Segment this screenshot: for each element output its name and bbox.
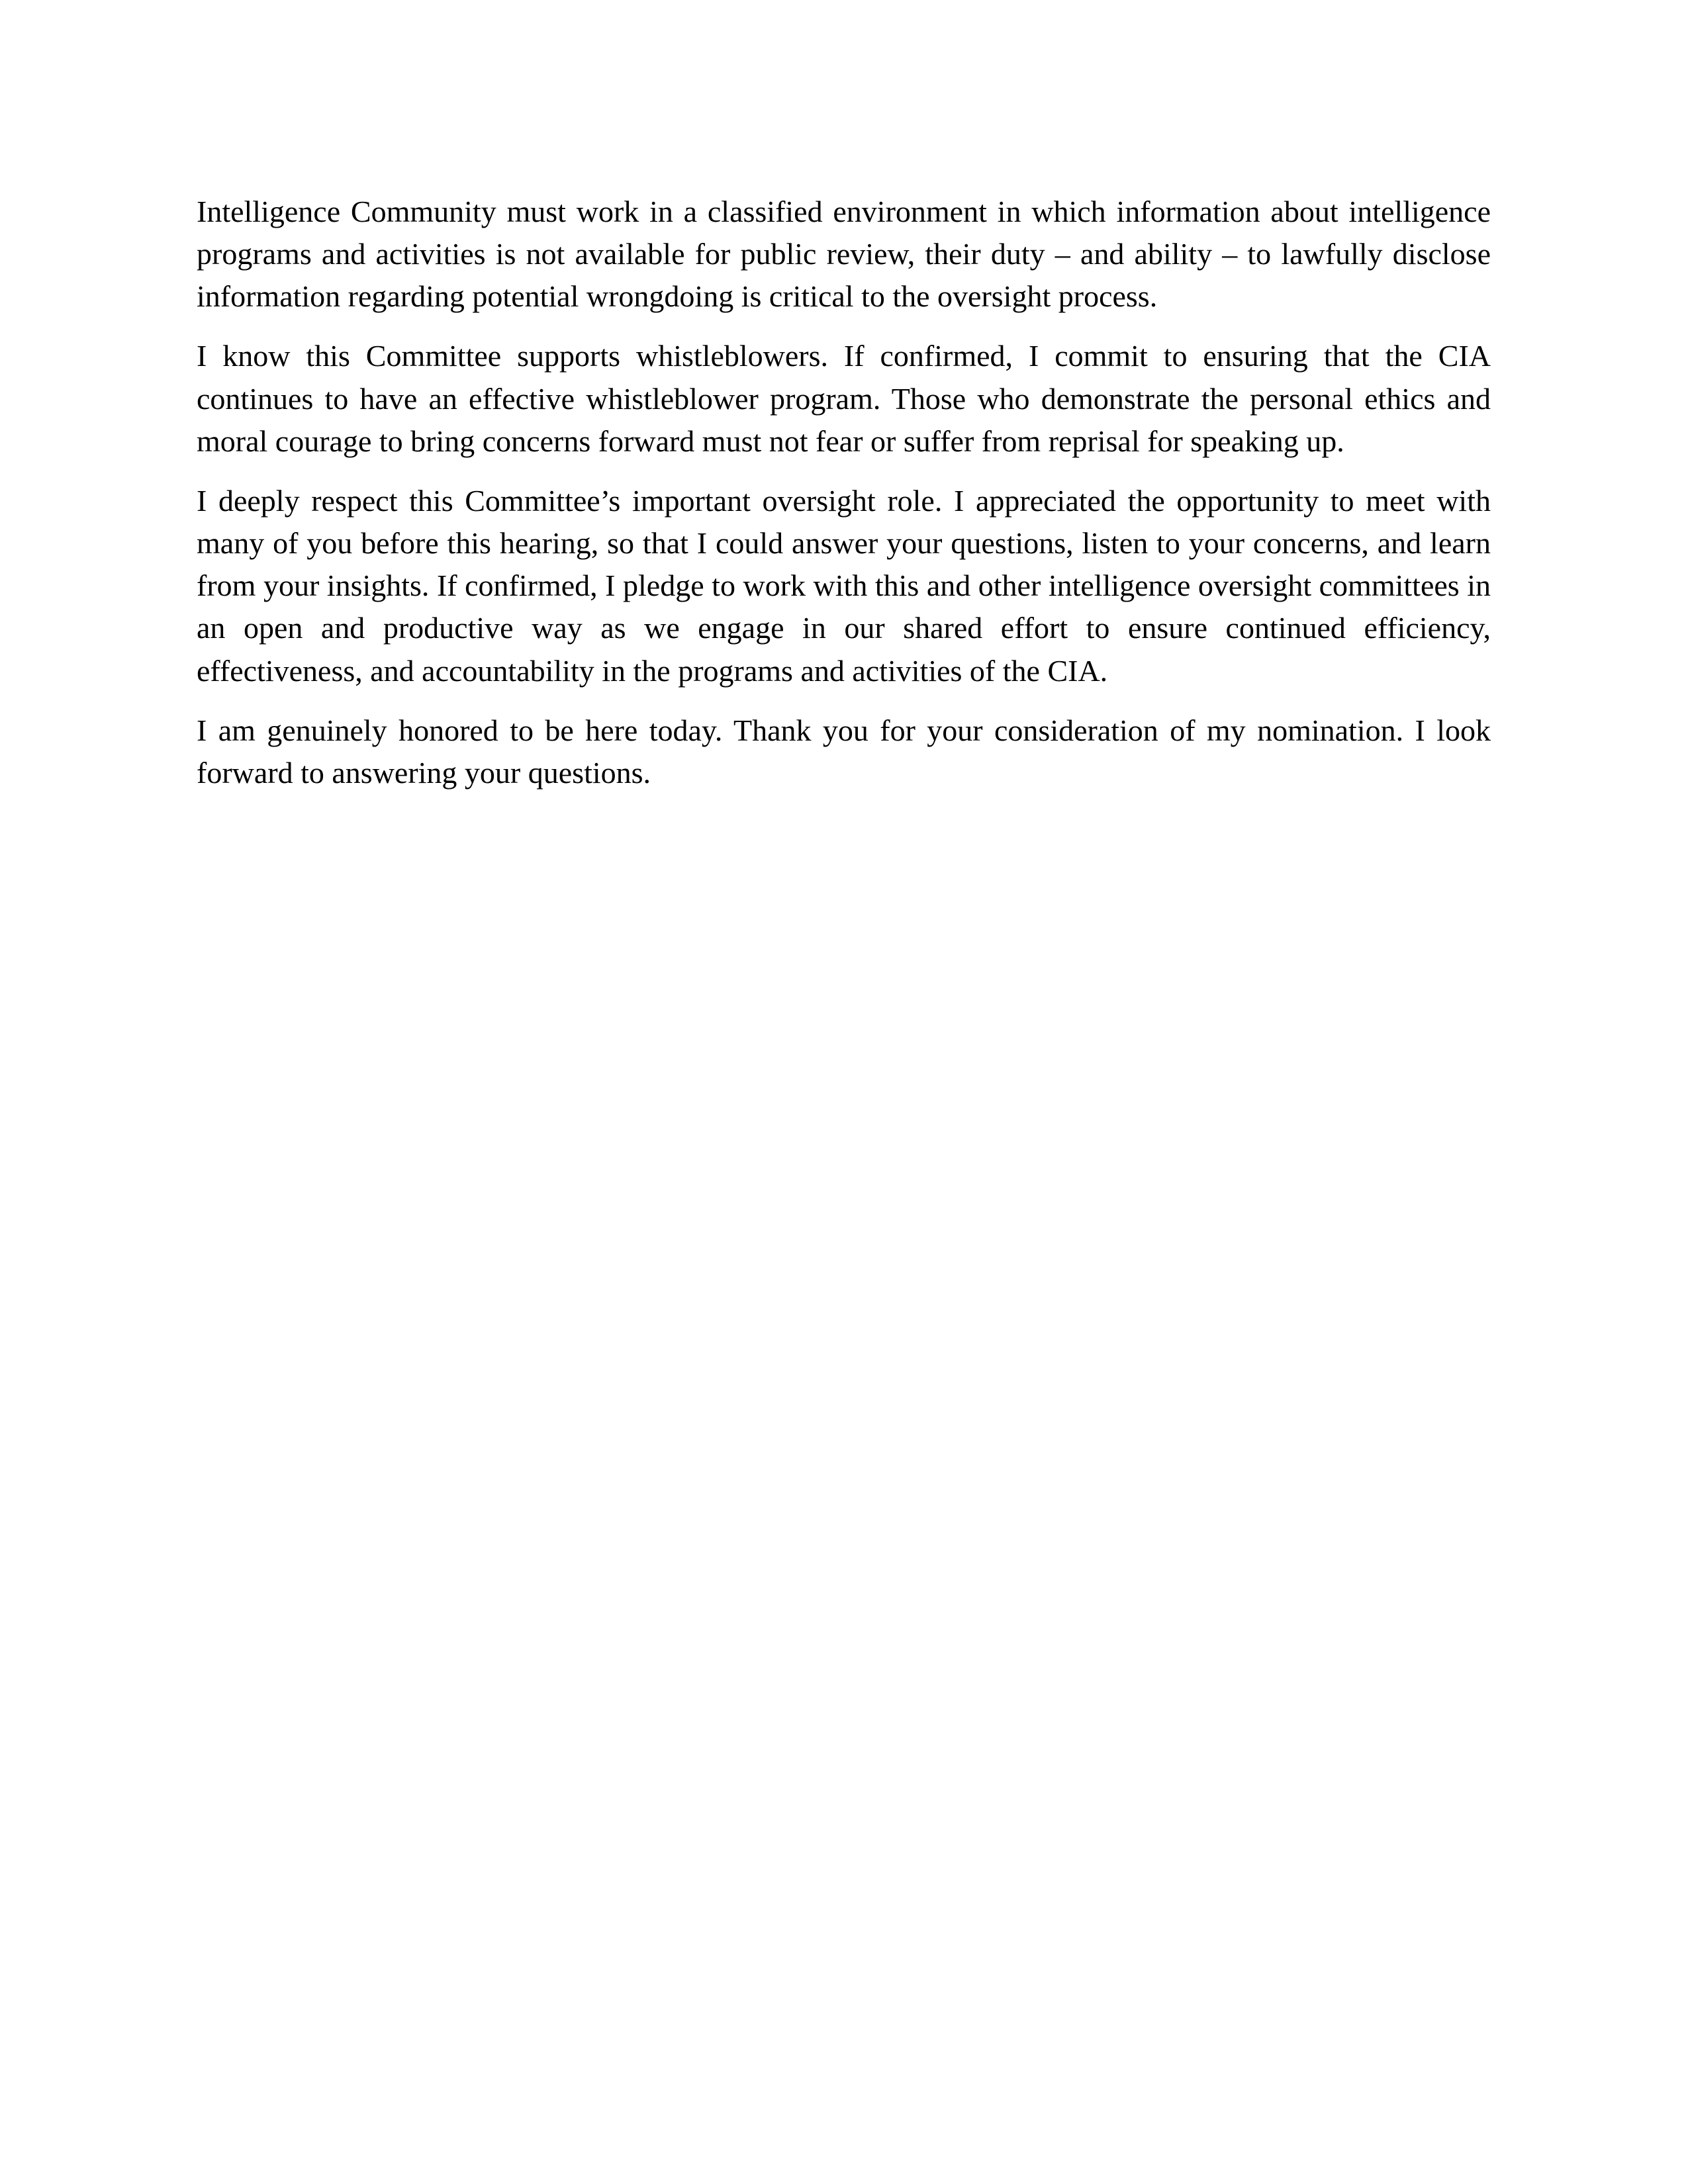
paragraph-4: I am genuinely honored to be here today. Thank you for your consideration of my nomination. I look forward to answering your questions. bbox=[197, 713, 1491, 790]
document-body bbox=[197, 191, 1491, 794]
paragraph-2: I know this Committee supports whistleblowers. If confirmed, I commit to ensuring that the CIA continues to have an effective whistleblower program. Those who demonstrate the personal ethics and moral courage to bring concerns forward must not fear or suffer from reprisal for speaking up. bbox=[197, 339, 1491, 458]
paragraph-3: I deeply respect this Committee’s important oversight role. I appreciated the opportunity to meet with many of you before this hearing, so that I could answer your questions, listen to your concerns, and learn from your insights. If confirmed, I pledge to work with this and other intelligence oversight committees in an open and productive way as we engage in our shared effort to ensure continued efficiency, effectiveness, and accountability in the programs and activities of the CIA. bbox=[197, 483, 1491, 688]
paragraph-1: Intelligence Community must work in a classified environment in which information about intelligence programs and activities is not available for public review, their duty – and ability – to lawfully disclose information regarding potential wrongdoing is critical to the oversight process. bbox=[197, 195, 1491, 314]
